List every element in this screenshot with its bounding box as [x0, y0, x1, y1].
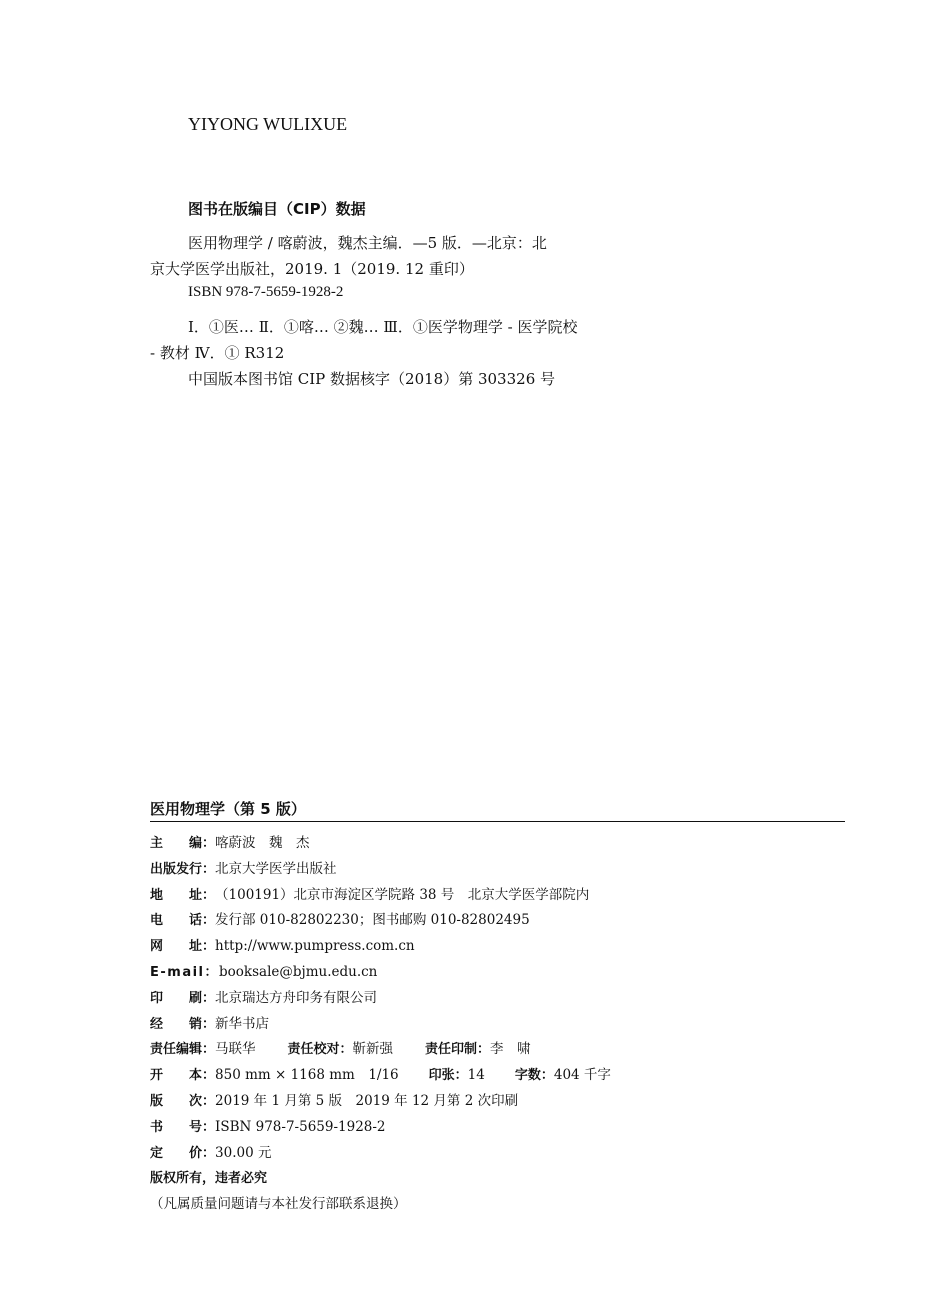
- format-value: 850 mm × 1168 mm 1/16: [215, 1067, 399, 1084]
- price-value: 30.00 元: [215, 1144, 272, 1161]
- word-count-value: 404 千字: [553, 1067, 611, 1084]
- phone-row: [150, 908, 850, 934]
- publisher-value: 北京大学医学出版社: [215, 860, 337, 877]
- format-label: 开 本：: [150, 1068, 216, 1084]
- edition-label: 版 次：: [150, 1093, 216, 1109]
- copyright-notice: 版权所有，违者必究: [150, 1171, 268, 1187]
- address-label: 地 址：: [150, 887, 216, 903]
- editor-value: 喀蔚波 魏 杰: [215, 835, 310, 851]
- isbn-value: ISBN 978-7-5659-1928-2: [215, 1118, 386, 1135]
- address-value: （100191）北京市海淀区学院路 38 号 北京大学医学部院内: [215, 886, 590, 903]
- publisher-label: 出版发行：: [150, 861, 216, 877]
- editor-row: [150, 831, 850, 857]
- email-row: [150, 960, 850, 986]
- price-row: [150, 1141, 850, 1167]
- cip-classification-2: - 教材 Ⅳ．① R312: [150, 344, 285, 362]
- printer-value: 北京瑞达方舟印务有限公司: [215, 989, 378, 1006]
- word-count-label: 字数：: [514, 1068, 554, 1084]
- responsible-printing-value: 李 啸: [490, 1041, 531, 1058]
- cip-isbn: ISBN 978-7-5659-1928-2: [188, 284, 344, 300]
- edition-row: [150, 1089, 850, 1115]
- price-label: 定 价：: [150, 1145, 216, 1161]
- returns-notice: （凡属质量问题请与本社发行部联系退换）: [150, 1196, 407, 1213]
- email-value: booksale@bjmu.edu.cn: [219, 963, 378, 980]
- distributor-row: [150, 1012, 850, 1038]
- publisher-row: [150, 857, 850, 883]
- cip-classification-1: Ⅰ．①医… Ⅱ．①喀… ②魏… Ⅲ．①医学物理学 - 医学院校: [188, 318, 578, 336]
- distributor-label: 经 销：: [150, 1016, 216, 1032]
- responsible-editor-label: 责任编辑：: [150, 1042, 216, 1058]
- book-title: 医用物理学（第 5 版）: [150, 800, 306, 818]
- responsibility-row: [150, 1037, 850, 1063]
- cip-record-number: 中国版本图书馆 CIP 数据核字（2018）第 303326 号: [188, 370, 556, 388]
- isbn-row: [150, 1115, 850, 1141]
- website-value: http://www.pumpress.com.cn: [215, 938, 415, 955]
- edition-value: 2019 年 1 月第 5 版 2019 年 12 月第 2 次印刷: [215, 1092, 519, 1109]
- isbn-label: 书 号：: [150, 1119, 216, 1135]
- responsible-proofreader-label: 责任校对：: [287, 1042, 353, 1058]
- distributor-value: 新华书店: [215, 1015, 270, 1032]
- responsible-printing-label: 责任印制：: [425, 1042, 491, 1058]
- publication-info: [150, 831, 850, 1218]
- responsible-editor-value: 马联华: [215, 1041, 256, 1058]
- responsible-proofreader-value: 靳新强: [352, 1041, 394, 1058]
- printer-row: [150, 986, 850, 1012]
- cip-line-1: 医用物理学 / 喀蔚波，魏杰主编．—5 版．—北京：北: [188, 234, 547, 252]
- printer-label: 印 刷：: [150, 990, 216, 1006]
- website-row: [150, 934, 850, 960]
- sheets-value: 14: [467, 1067, 485, 1084]
- sheets-label: 印张：: [428, 1068, 468, 1084]
- website-label: 网 址：: [150, 939, 216, 955]
- cip-line-2: 京大学医学出版社，2019. 1（2019. 12 重印）: [150, 260, 474, 278]
- cip-heading: 图书在版编目（CIP）数据: [188, 200, 366, 218]
- format-row: [150, 1063, 850, 1089]
- phone-label: 电 话：: [150, 913, 216, 929]
- email-label: E-mail：: [150, 964, 220, 980]
- phone-value: 发行部 010-82802230；图书邮购 010-82802495: [215, 912, 530, 929]
- pinyin-title: YIYONG WULIXUE: [188, 114, 348, 134]
- editor-label: 主 编：: [150, 836, 216, 851]
- address-row: [150, 883, 850, 909]
- title-divider: [150, 821, 845, 822]
